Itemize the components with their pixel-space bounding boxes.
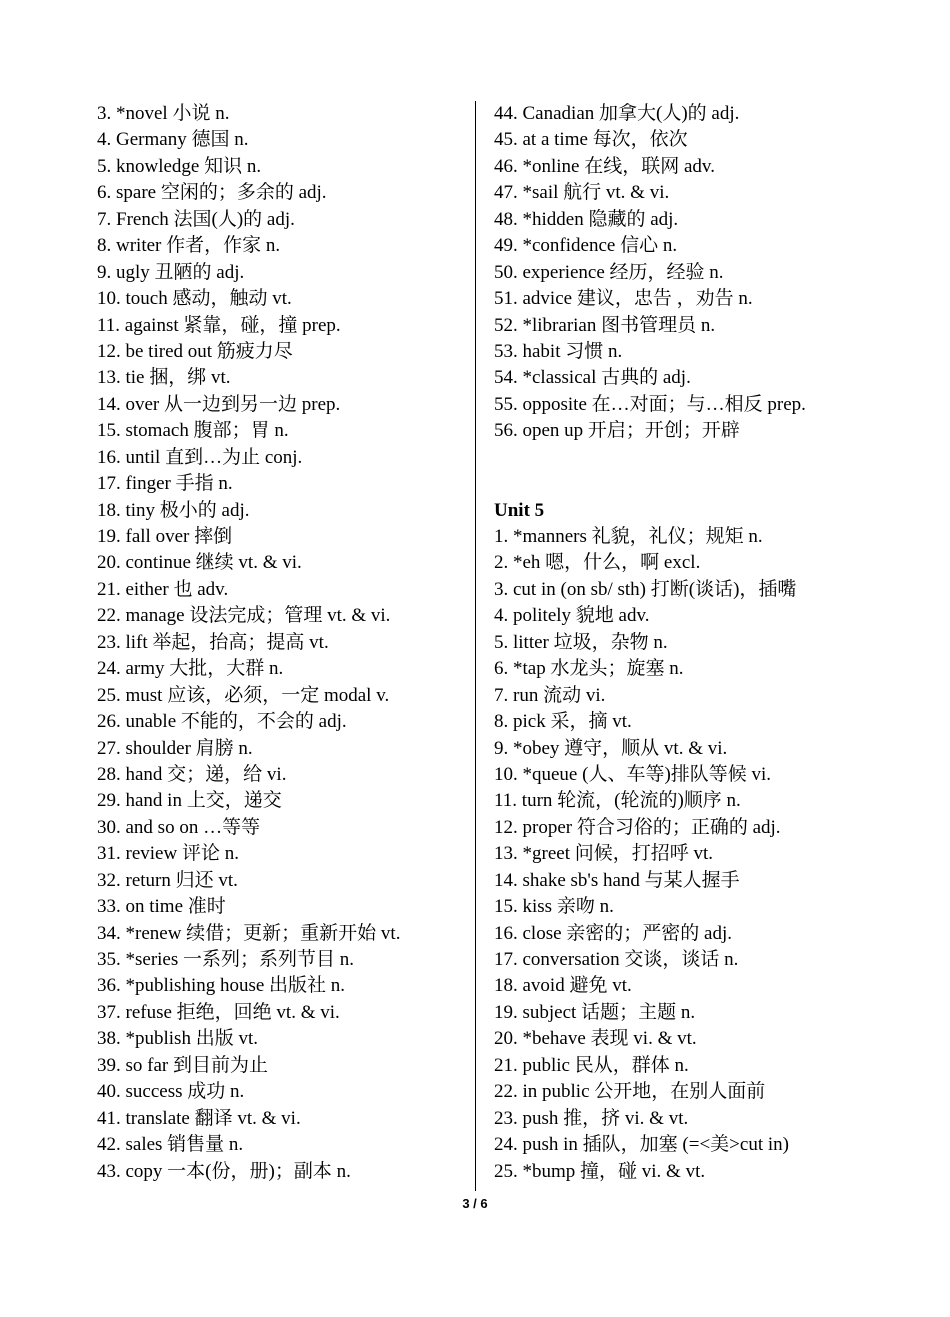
vocab-entry: 42. sales 销售量 n. <box>97 1134 244 1156</box>
vocab-entry: 20. *behave 表现 vi. & vt. <box>494 1028 697 1050</box>
right-column <box>494 101 884 1185</box>
blank-line <box>494 445 884 471</box>
vocab-entry: 6. *tap 水龙头；旋塞 n. <box>494 658 684 680</box>
vocab-entry: 54. *classical 古典的 adj. <box>494 367 691 389</box>
vocab-entry: 24. push in 插队，加塞 (=<美>cut in) <box>494 1134 789 1156</box>
vocab-entry: 48. *hidden 隐藏的 adj. <box>494 208 679 230</box>
blank-line <box>494 471 884 497</box>
vocab-entry: 15. stomach 腹部；胃 n. <box>97 420 289 442</box>
vocab-entry: 11. against 紧靠，碰，撞 prep. <box>97 314 341 336</box>
vocab-entry: 15. kiss 亲吻 n. <box>494 896 614 918</box>
vocab-entry: 40. success 成功 n. <box>97 1081 245 1103</box>
vocab-entry: 19. fall over 摔倒 <box>97 526 233 547</box>
vocab-entry: 16. until 直到…为止 conj. <box>97 446 303 468</box>
vocab-entry: 11. turn 轮流，(轮流的)顺序 n. <box>494 790 741 812</box>
vocab-entry: 41. translate 翻译 vt. & vi. <box>97 1107 301 1129</box>
vocab-entry: 45. at a time 每次，依次 <box>494 129 688 151</box>
vocab-entry: 43. copy 一本(份，册)；副本 n. <box>97 1160 351 1182</box>
vocab-entry: 13. *greet 问候，打招呼 vt. <box>494 843 714 865</box>
column-divider <box>475 101 476 1191</box>
vocab-entry: 9. *obey 遵守，顺从 vt. & vi. <box>494 737 728 759</box>
vocab-entry: 12. proper 符合习俗的；正确的 adj. <box>494 816 781 838</box>
vocab-entry: 9. ugly 丑陋的 adj. <box>97 261 245 283</box>
vocab-entry: 38. *publish 出版 vt. <box>97 1028 258 1050</box>
vocab-entry: 53. habit 习惯 n. <box>494 340 623 362</box>
vocab-entry: 30. and so on …等等 <box>97 816 261 838</box>
vocab-entry: 10. touch 感动，触动 vt. <box>97 288 292 310</box>
vocab-entry: 55. opposite 在…对面；与…相反 prep. <box>494 393 806 415</box>
vocab-entry: 10. *queue (人、车等)排队等候 vi. <box>494 763 772 785</box>
vocab-entry: 17. conversation 交谈，谈话 n. <box>494 949 739 970</box>
vocab-entry: 4. Germany 德国 n. <box>97 129 249 151</box>
vocab-entry: 44. Canadian 加拿大(人)的 adj. <box>494 103 740 124</box>
vocab-entry: 21. either 也 adv. <box>97 578 229 600</box>
vocab-entry: 23. lift 举起，抬高；提高 vt. <box>97 631 329 653</box>
vocab-entry: 25. must 应该，必须，一定 modal v. <box>97 684 390 706</box>
vocab-entry: 18. avoid 避免 vt. <box>494 975 632 997</box>
vocab-entry: 25. *bump 撞，碰 vi. & vt. <box>494 1160 706 1182</box>
vocab-entry: 2. *eh 嗯，什么，啊 excl. <box>494 552 701 574</box>
vocab-entry: 29. hand in 上交，递交 <box>97 790 282 812</box>
vocab-entry: 47. *sail 航行 vt. & vi. <box>494 182 670 204</box>
vocab-entry: 12. be tired out 筋疲力尽 <box>97 340 293 362</box>
vocab-entry: 56. open up 开启；开创；开辟 <box>494 420 740 442</box>
vocab-entry: 7. French 法国(人)的 adj. <box>97 208 295 230</box>
vocab-entry: 50. experience 经历，经验 n. <box>494 261 724 283</box>
left-column <box>97 101 467 1185</box>
vocab-entry: 39. so far 到目前为止 <box>97 1054 268 1076</box>
vocab-entry: 34. *renew 续借；更新；重新开始 vt. <box>97 922 401 944</box>
vocab-entry: 27. shoulder 肩膀 n. <box>97 737 253 759</box>
vocab-entry: 6. spare 空闲的；多余的 adj. <box>97 182 327 204</box>
vocab-entry: 51. advice 建议，忠告 ，劝告 n. <box>494 288 753 310</box>
vocab-entry: 8. writer 作者，作家 n. <box>97 235 281 257</box>
vocab-entry: 22. in public 公开地，在别人面前 <box>494 1081 766 1103</box>
vocab-entry: 17. finger 手指 n. <box>97 473 233 495</box>
vocab-entry: 5. knowledge 知识 n. <box>97 155 262 177</box>
vocab-entry: 35. *series 一系列；系列节目 n. <box>97 949 355 970</box>
vocab-entry: 3. *novel 小说 n. <box>97 103 230 124</box>
vocab-entry: 7. run 流动 vi. <box>494 684 606 706</box>
vocab-entry: 37. refuse 拒绝，回绝 vt. & vi. <box>97 1001 340 1023</box>
vocab-entry: 21. public 民从，群体 n. <box>494 1054 689 1076</box>
vocab-entry: 52. *librarian 图书管理员 n. <box>494 314 716 336</box>
vocab-entry: 33. on time 准时 <box>97 896 226 918</box>
page-number: 3 / 6 <box>462 1196 488 1211</box>
vocab-entry: 26. unable 不能的，不会的 adj. <box>97 711 347 733</box>
vocab-entry: 5. litter 垃圾，杂物 n. <box>494 631 668 653</box>
vocab-entry: 32. return 归还 vt. <box>97 869 238 891</box>
vocab-entry: 31. review 评论 n. <box>97 843 239 865</box>
vocab-entry: 8. pick 采，摘 vt. <box>494 711 632 733</box>
vocab-entry: 36. *publishing house 出版社 n. <box>97 975 346 997</box>
vocab-entry: 28. hand 交；递，给 vi. <box>97 763 287 785</box>
vocab-entry: 3. cut in (on sb/ sth) 打断(谈话)，插嘴 <box>494 578 797 600</box>
vocab-entry: 24. army 大批，大群 n. <box>97 658 284 680</box>
vocab-entry: 18. tiny 极小的 adj. <box>97 499 250 521</box>
vocab-entry: 14. over 从一边到另一边 prep. <box>97 393 341 415</box>
unit-heading: Unit 5 <box>494 499 545 521</box>
vocab-entry: 22. manage 设法完成；管理 vt. & vi. <box>97 605 391 627</box>
vocab-entry: 13. tie 捆，绑 vt. <box>97 367 231 389</box>
vocab-entry: 1. *manners 礼貌，礼仪；规矩 n. <box>494 526 763 547</box>
vocab-entry: 46. *online 在线，联网 adv. <box>494 155 715 177</box>
vocab-entry: 16. close 亲密的；严密的 adj. <box>494 922 733 944</box>
vocab-entry: 23. push 推，挤 vi. & vt. <box>494 1107 689 1129</box>
vocab-entry: 20. continue 继续 vt. & vi. <box>97 552 302 574</box>
vocab-entry: 49. *confidence 信心 n. <box>494 235 678 257</box>
vocab-entry: 14. shake sb's hand 与某人握手 <box>494 869 740 891</box>
vocab-entry: 4. politely 貌地 adv. <box>494 605 650 627</box>
vocab-entry: 19. subject 话题；主题 n. <box>494 1001 696 1023</box>
